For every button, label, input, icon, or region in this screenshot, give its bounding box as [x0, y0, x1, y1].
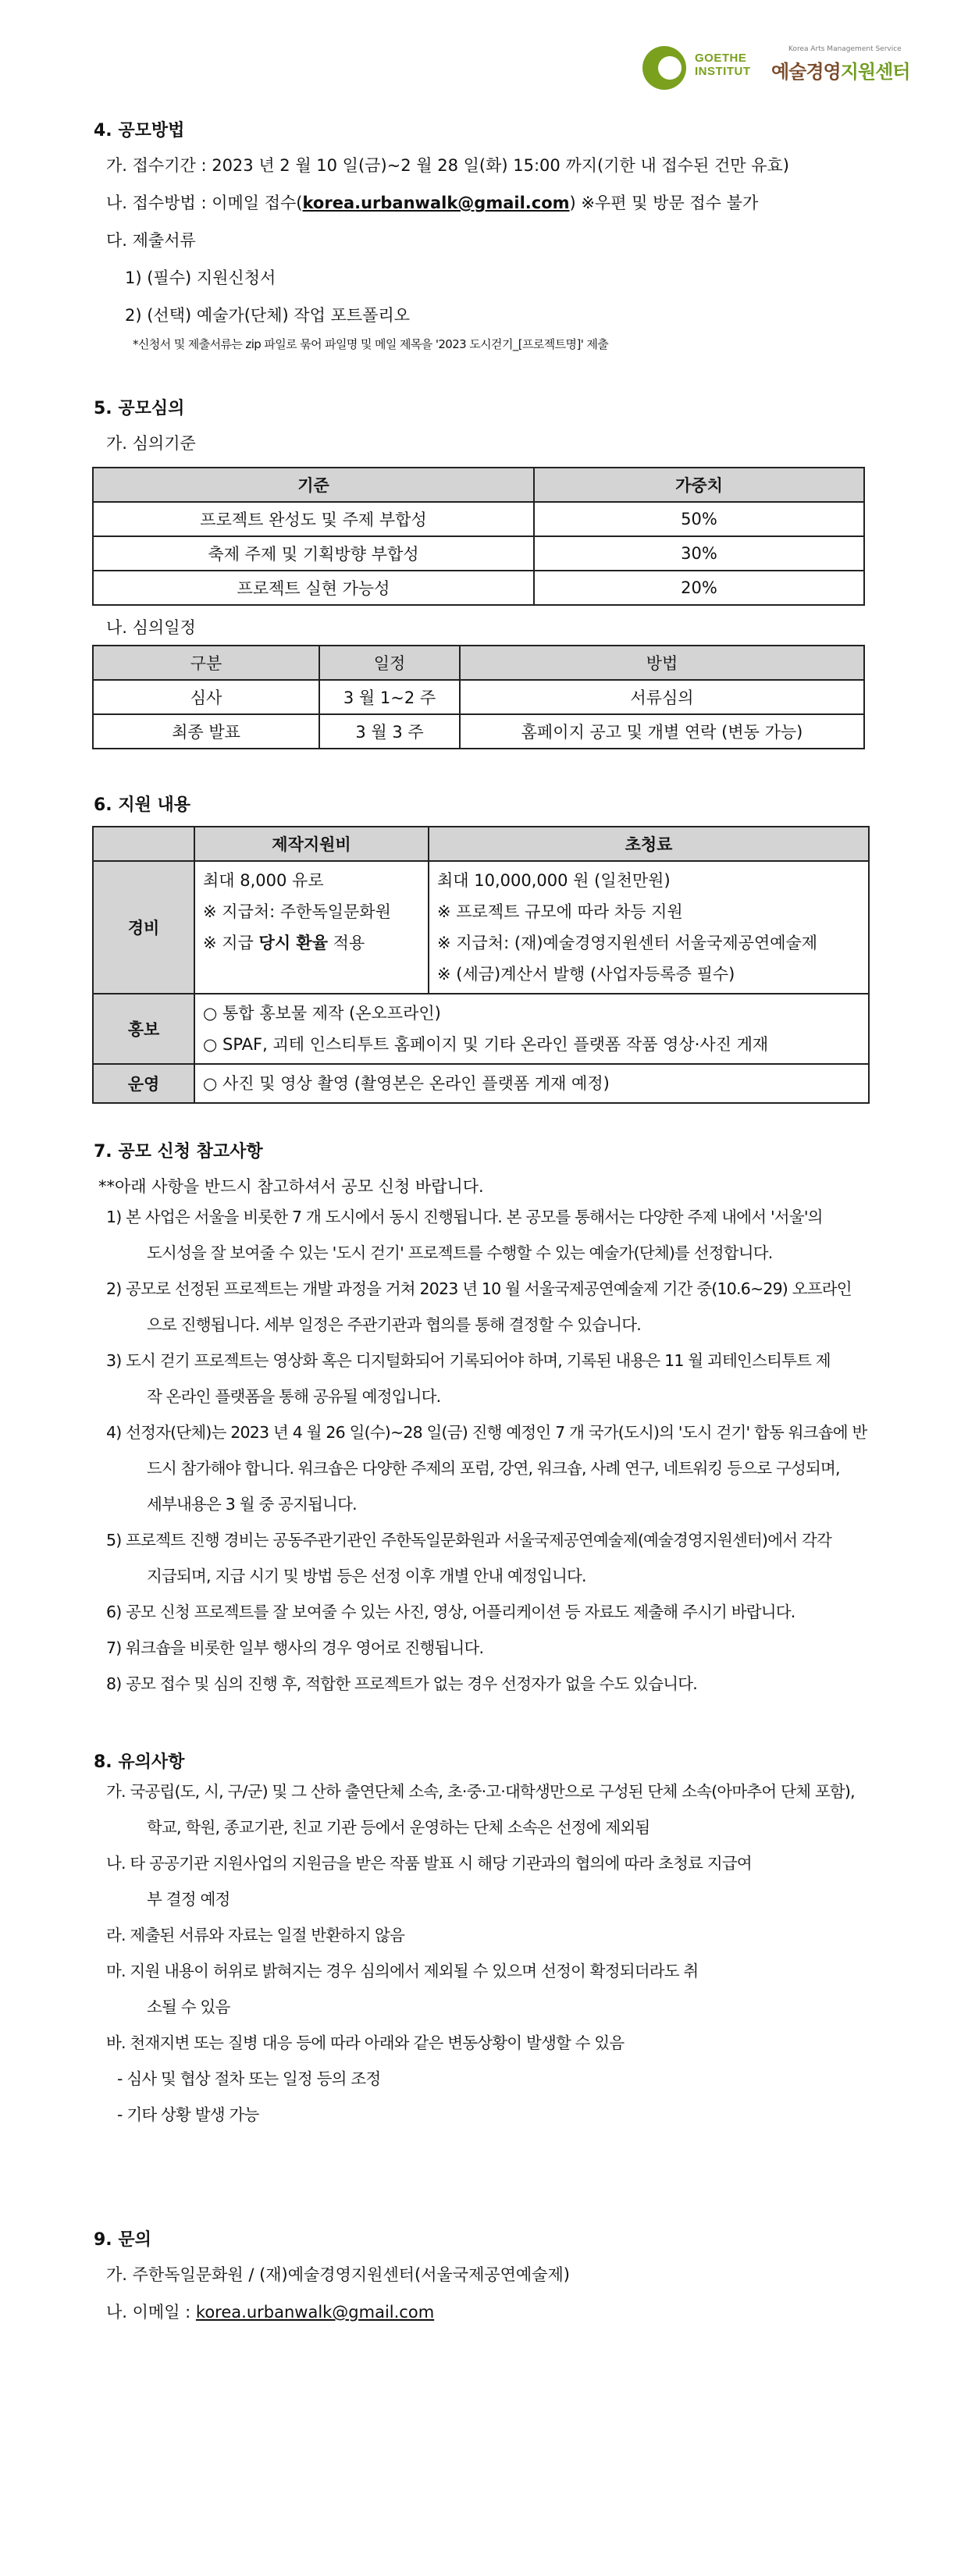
table-row: 홍보 ○ 통합 홍보물 제작 (온오프라인) ○ SPAF, 괴테 인스티투트 홈페이지 및 기타 온라인 플랫폼 작품 영상·사진 게재	[93, 994, 869, 1064]
table-row: 운영 ○ 사진 및 영상 촬영 (촬영본은 온라인 플랫폼 게재 예정)	[93, 1064, 869, 1103]
invitation-fee-cell: 최대 10,000,000 원 (일천만원) ※ 프로젝트 규모에 따라 차등 지원 ※ 지급처: (재)예술경영지원센터 서울국제공연예술제 ※ (세금)계산서 발행 (사업자등록증 필수)	[429, 861, 869, 994]
kams-logo: 예술경영지원센터	[771, 61, 910, 83]
list-item: 마. 지원 내용이 허위로 밝혀지는 경우 심의에서 제외될 수 있으며 선정이 확정되더라도 취	[106, 1962, 699, 1980]
s4-email-link[interactable]: korea.urbanwalk@gmail.com	[302, 194, 570, 212]
table-row: 프로젝트 완성도 및 주제 부합성 50%	[93, 502, 864, 536]
kams-english-name: Korea Arts Management Service	[788, 45, 902, 53]
list-item: 가. 국공립(도, 시, 구/군) 및 그 산하 출연단체 소속, 초·중·고·대학생만으로 구성된 단체 소속(아마추어 단체 포함),	[106, 1782, 855, 1801]
list-item: 라. 제출된 서류와 자료는 일절 반환하지 않음	[106, 1926, 405, 1944]
list-item: 7) 워크숍을 비롯한 일부 행사의 경우 영어로 진행됩니다.	[106, 1638, 484, 1657]
s4-doc-1: 1) (필수) 지원신청서	[125, 269, 276, 287]
criteria-head-weight: 가중치	[534, 468, 864, 502]
section-7-heading: 7. 공모 신청 참고사항	[94, 1142, 263, 1162]
list-item: - 기타 상황 발생 가능	[117, 2105, 259, 2124]
list-item: 2) 공모로 선정된 프로젝트는 개발 과정을 거쳐 2023 년 10 월 서울국제공연예술제 기간 중(10.6~29) 오프라인	[106, 1279, 852, 1298]
support-table: 제작지원비 초청료 경비 최대 8,000 유로 ※ 지급처: 주한독일문화원 ※ 지급 당시 환율 적용 최대 10,000,000 원 (일천만원) ※ 프로젝트 규모에 따라 차등 지원 ※ 지급처: (재)예술경영지원센터 서울국제공연예술제 ※ (세금)계산서 발행 (사업자등록증 필수) 홍보 ○ 통합 홍보물 제작 (온오프라인) ○ SPAF, 괴테 인스티투트 홈페이지 및 기타 온라인 플랫폼 작품 영상·사진 게재 운영 ○ 사진 및 영상 촬영 (촬영본은 온라인 플랫폼 게재 예정)	[92, 826, 870, 1104]
section-5-heading: 5. 공모심의	[94, 399, 185, 418]
list-item: 5) 프로젝트 진행 경비는 공동주관기관인 주한독일문화원과 서울국제공연예술제(예술경영지원센터)에서 각각	[106, 1531, 831, 1550]
s9-contact-org: 가. 주한독일문화원 / (재)예술경영지원센터(서울국제공연예술제)	[106, 2265, 570, 2284]
s9-contact-email: 나. 이메일 : korea.urbanwalk@gmail.com	[106, 2303, 435, 2322]
goethe-wordmark: GOETHE INSTITUT	[695, 52, 751, 78]
production-support-cell: 최대 8,000 유로 ※ 지급처: 주한독일문화원 ※ 지급 당시 환율 적용	[194, 861, 429, 994]
list-item: 4) 선정자(단체)는 2023 년 4 월 26 일(수)~28 일(금) 진행 예정인 7 개 국가(도시)의 '도시 걷기' 합동 워크숍에 반	[106, 1423, 867, 1442]
s5-schedule-label: 나. 심의일정	[106, 618, 196, 637]
list-item: - 심사 및 협상 절차 또는 일정 등의 조정	[117, 2069, 381, 2088]
list-item: 나. 타 공공기관 지원사업의 지원금을 받은 작품 발표 시 해당 기관과의 협의에 따라 초청료 지급여	[106, 1854, 752, 1873]
table-row: 축제 주제 및 기획방향 부합성 30%	[93, 536, 864, 571]
s4-note: *신청서 및 제출서류는 zip 파일로 묶어 파일명 및 메일 제목을 '2023 도시걷기_[프로젝트명]' 제출	[133, 337, 609, 351]
s9-email-link[interactable]: korea.urbanwalk@gmail.com	[195, 2303, 435, 2322]
s7-intro: **아래 사항을 반드시 참고하셔서 공모 신청 바랍니다.	[98, 1177, 484, 1196]
table-row: 심사 3 월 1~2 주 서류심의	[93, 680, 864, 714]
section-9-heading: 9. 문의	[94, 2230, 151, 2250]
table-row: 최종 발표 3 월 3 주 홈페이지 공고 및 개별 연락 (변동 가능)	[93, 714, 864, 749]
table-row: 프로젝트 실현 가능성 20%	[93, 571, 864, 605]
list-item: 바. 천재지변 또는 질병 대응 등에 따라 아래와 같은 변동상황이 발생할 수 있음	[106, 2033, 625, 2052]
criteria-head-criterion: 기준	[93, 468, 534, 502]
s4-method: 나. 접수방법 : 이메일 접수(korea.urbanwalk@gmail.com) ※우편 및 방문 접수 불가	[106, 194, 759, 212]
list-item: 3) 도시 걷기 프로젝트는 영상화 혹은 디지털화되어 기록되어야 하며, 기록된 내용은 11 월 괴테인스티투트 제	[106, 1351, 831, 1370]
criteria-table	[92, 467, 865, 606]
section-6-heading: 6. 지원 내용	[94, 795, 190, 815]
section-8-heading: 8. 유의사항	[94, 1752, 185, 1772]
s7-list: 1) 본 사업은 서울을 비롯한 7 개 도시에서 동시 진행됩니다. 본 공모를 통해서는 다양한 주제 내에서 '서울'의 도시성을 잘 보여줄 수 있는 '도시 걷기' 프로젝트를 수행할 수 있는 예술가(단체)를 선정합니다. 2) 공모로 선정된 프로젝트는 개발 과정을 거쳐 2023 년 10 월 서울국제공연예술제 기간 중(10.6~29) 오프라인 으로 진행됩니다. 세부 일정은 주관기관과 협의를 통해 결정할 수 있습니다. 3) 도시 걷기 프로젝트는 영상화 혹은 디지털화되어 기록되어야 하며, 기록된 내용은 11 월 괴테인스티투트 제 작 온라인 플랫폼을 통해 공유될 예정입니다. 4) 선정자(단체)는 2023 년 4 월 26 일(수)~28 일(금) 진행 예정인 7 개 국가(도시)의 '도시 걷기' 합동 워크숍에 반 드시 참가해야 합니다. 워크숍은 다양한 주제의 포럼, 강연, 워크숍, 사례 연구, 네트워킹 등으로 구성되며, 세부내용은 3 월 중 공지됩니다. 5) 프로젝트 진행 경비는 공동주관기관인 주한독일문화원과 서울국제공연예술제(예술경영지원센터)에서 각각 지급되며, 지급 시기 및 방법 등은 선정 이후 개별 안내 예정입니다. 6) 공모 신청 프로젝트를 잘 보여줄 수 있는 사진, 영상, 어플리케이션 등 자료도 제출해 주시기 바랍니다. 7) 워크숍을 비롯한 일부 행사의 경우 영어로 진행됩니다. 8) 공모 접수 및 심의 진행 후, 적합한 프로젝트가 없는 경우 선정자가 없을 수도 있습니다.	[106, 1199, 871, 1702]
s8-list: 가. 국공립(도, 시, 구/군) 및 그 산하 출연단체 소속, 초·중·고·대학생만으로 구성된 단체 소속(아마추어 단체 포함), 학교, 학원, 종교기관, 친교 기관 등에서 운영하는 단체 소속은 선정에 제외됨 나. 타 공공기관 지원사업의 지원금을 받은 작품 발표 시 해당 기관과의 협의에 따라 초청료 지급여 부 결정 예정 라. 제출된 서류와 자료는 일절 반환하지 않음 마. 지원 내용이 허위로 밝혀지는 경우 심의에서 제외될 수 있으며 선정이 확정되더라도 취 소될 수 있음 바. 천재지변 또는 질병 대응 등에 따라 아래와 같은 변동상황이 발생할 수 있음 - 심사 및 협상 절차 또는 일정 등의 조정 - 기타 상황 발생 가능	[106, 1774, 871, 2133]
table-row: 경비 최대 8,000 유로 ※ 지급처: 주한독일문화원 ※ 지급 당시 환율 적용 최대 10,000,000 원 (일천만원) ※ 프로젝트 규모에 따라 차등 지원 ※ 지급처: (재)예술경영지원센터 서울국제공연예술제 ※ (세금)계산서 발행 (사업자등록증 필수)	[93, 861, 869, 994]
s4-documents: 다. 제출서류	[106, 231, 196, 250]
goethe-logo-icon	[640, 44, 689, 92]
list-item: 8) 공모 접수 및 심의 진행 후, 적합한 프로젝트가 없는 경우 선정자가 없을 수도 있습니다.	[106, 1674, 698, 1693]
section-4-heading: 4. 공모방법	[94, 121, 185, 141]
s5-criteria-label: 가. 심의기준	[106, 434, 196, 453]
s4-doc-2: 2) (선택) 예술가(단체) 작업 포트폴리오	[125, 306, 411, 325]
s4-period: 가. 접수기간 : 2023 년 2 월 10 일(금)~2 월 28 일(화) 15:00 까지(기한 내 접수된 건만 유효)	[106, 156, 789, 175]
header-logos	[640, 39, 910, 94]
schedule-table: 구분 일정 방법 심사 3 월 1~2 주 서류심의 최종 발표 3 월 3 주 홈페이지 공고 및 개별 연락 (변동 가능)	[92, 645, 865, 749]
list-item: 1) 본 사업은 서울을 비롯한 7 개 도시에서 동시 진행됩니다. 본 공모를 통해서는 다양한 주제 내에서 '서울'의	[106, 1208, 823, 1226]
list-item: 6) 공모 신청 프로젝트를 잘 보여줄 수 있는 사진, 영상, 어플리케이션 등 자료도 제출해 주시기 바랍니다.	[106, 1603, 795, 1621]
